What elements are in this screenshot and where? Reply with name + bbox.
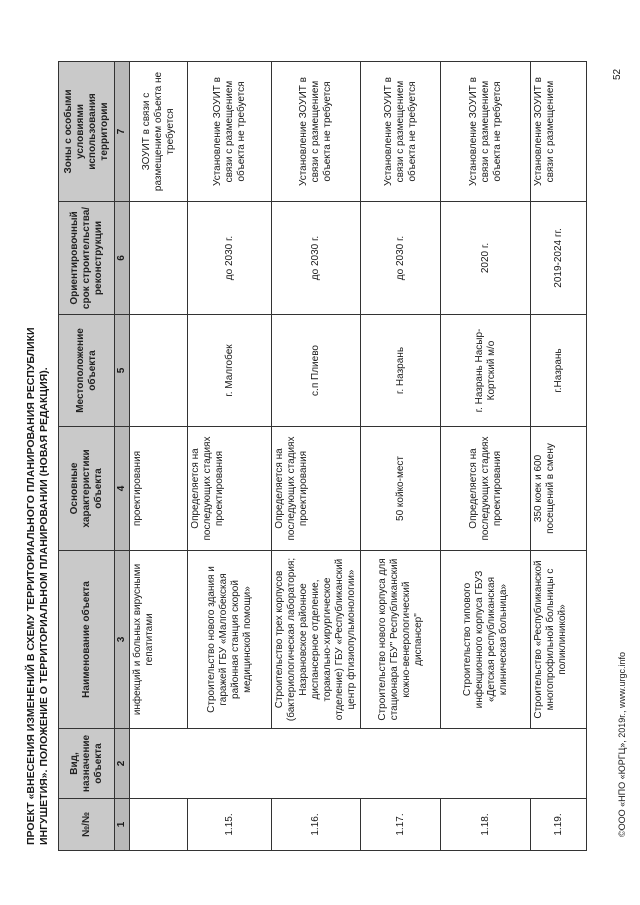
row-term: 2019-2024 гг. [531, 202, 587, 315]
row-term: до 2030 г. [272, 202, 361, 315]
row-name: Строительство нового корпуса для стационара ГБУ" Республиканский кожно-венерологический диспансер" [361, 551, 441, 729]
row-num: 1.19. [531, 799, 587, 851]
col-number: 4 [115, 427, 130, 551]
row-num: 1.17. [361, 799, 441, 851]
header-name: Наименование объекта [59, 551, 115, 729]
row-name: Строительство «Республиканской многопрофильной больницы с поликлиникой» [531, 551, 587, 729]
row-zone: Установление ЗОУИТ в связи с размещением объекта не требуется [272, 62, 361, 202]
row-location [130, 315, 188, 427]
row-name: инфекций и больных вирусными гепатитами [130, 551, 188, 729]
row-characteristics: 350 коек и 600 посещений в смену [531, 427, 587, 551]
row-term: до 2030 г. [188, 202, 272, 315]
row-num [130, 799, 188, 851]
row-zone: Установление ЗОУИТ в связи с размещением [531, 62, 587, 202]
col-number: 6 [115, 202, 130, 315]
objects-table [58, 61, 587, 851]
row-num: 1.18. [441, 799, 531, 851]
document-title: ПРОЕКТ «ВНЕСЕНИЯ ИЗМЕНЕНИЙ В СХЕМУ ТЕРРИТОРИАЛЬНОГО ПЛАНИРОВАНИЯ РЕСПУБЛИКИ ИНГУШЕТИЯ». ПОЛОЖЕНИЕ О ТЕРРИТОРИАЛЬНОМ ПЛАНИРОВАНИИ (НОВАЯ РЕДАКЦИЯ). [25, 327, 50, 845]
page-number: 52 [612, 68, 623, 80]
row-num: 1.15. [188, 799, 272, 851]
row-name: Строительство трех корпусов (бактериологическая лаборатория; Назрановское районное диспансерное отделение, торакально-хирургическое отделение) ГБУ «Республиканский центр фтизиопульмонологии» [272, 551, 361, 729]
row-characteristics: проектирования [130, 427, 188, 551]
row-zone: Установление ЗОУИТ в связи с размещением объекта не требуется [441, 62, 531, 202]
footer-copyright: ©ООО «НПО «ЮРГЦ», 2019г., www.urgc.info [617, 652, 627, 837]
header-characteristics: Основные характеристики объекта [59, 427, 115, 551]
row-term: до 2030 г. [361, 202, 441, 315]
col-number: 3 [115, 551, 130, 729]
row-characteristics: 50 койко-мест [361, 427, 441, 551]
row-term: 2020 г. [441, 202, 531, 315]
row-term [130, 202, 188, 315]
row-type [130, 729, 587, 799]
column-numbers-row [115, 62, 130, 851]
row-location: г.Назрань [531, 315, 587, 427]
col-number: 2 [115, 729, 130, 799]
row-location: г. Малгобек [188, 315, 272, 427]
row-zone: ЗОУИТ в связи с размещением объекта не требуется [130, 62, 188, 202]
row-name: Строительство типового инфекционного корпуса ГБУЗ «Детская республиканская клиническая больница» [441, 551, 531, 729]
header-type: Вид, назначение объекта [59, 729, 115, 799]
row-zone: Установление ЗОУИТ в связи с размещением объекта не требуется [188, 62, 272, 202]
row-characteristics: Определяется на последующих стадиях проектирования [272, 427, 361, 551]
row-zone: Установление ЗОУИТ в связи с размещением объекта не требуется [361, 62, 441, 202]
col-number: 5 [115, 315, 130, 427]
row-name: Строительство нового здания и гаражей ГБУ «Малгобекская районная станция скорой медицинской помощи» [188, 551, 272, 729]
row-characteristics: Определяется на последующих стадиях проектирования [188, 427, 272, 551]
row-characteristics: Определяется на последующих стадиях проектирования [441, 427, 531, 551]
row-location: г. Назрань Насыр-Кортский м/о [441, 315, 531, 427]
header-zones: Зоны с особыми условиями использования территории [59, 62, 115, 202]
row-num: 1.16. [272, 799, 361, 851]
row-location: с.п Плиево [272, 315, 361, 427]
header-location: Местоположение объекта [59, 315, 115, 427]
col-number: 7 [115, 62, 130, 202]
table-row [130, 62, 188, 851]
header-num: №/№ [59, 799, 115, 851]
col-number: 1 [115, 799, 130, 851]
header-term: Ориентировочный срок строительства/ реконструкции [59, 202, 115, 315]
row-location: г. Назрань [361, 315, 441, 427]
header-row [59, 62, 115, 851]
